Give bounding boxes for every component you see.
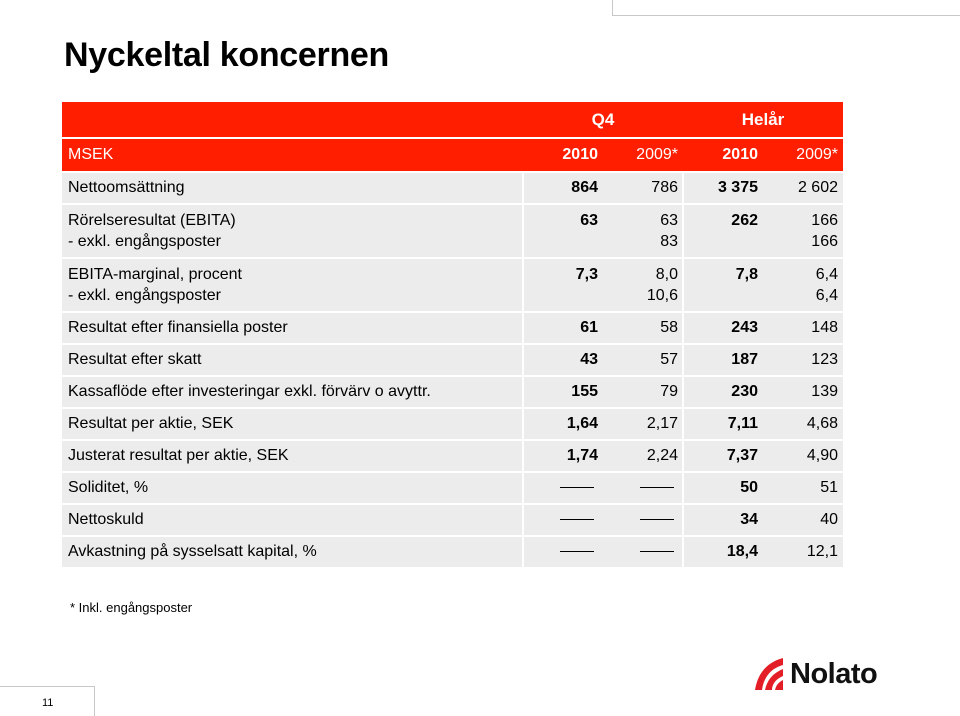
table-row	[62, 205, 843, 257]
row-label-line: EBITA-marginal, procent	[68, 266, 242, 283]
column-separator	[522, 313, 524, 343]
column-separator	[522, 173, 524, 203]
column-separator	[522, 259, 524, 311]
value-cell	[683, 537, 763, 567]
value-cell	[763, 313, 843, 343]
value-line: 63	[660, 212, 678, 229]
value-cell	[603, 205, 683, 257]
row-label	[62, 537, 523, 567]
row-label-line: Justerat resultat per aktie, SEK	[68, 447, 289, 464]
value-cell	[683, 345, 763, 375]
value-cell	[603, 473, 683, 503]
year-q4-2010: 2010	[562, 146, 598, 163]
row-label	[62, 205, 523, 257]
value-cell	[683, 173, 763, 203]
value-cell	[763, 259, 843, 311]
value-line: 2,24	[646, 447, 678, 464]
column-separator	[682, 441, 684, 471]
value-line: 61	[580, 319, 598, 336]
value-line: 8,0	[655, 266, 678, 283]
value-cell	[683, 313, 763, 343]
value-cell	[763, 505, 843, 535]
row-label-line: Nettoomsättning	[68, 179, 185, 196]
value-line: 7,3	[575, 266, 598, 283]
value-line: 123	[811, 351, 838, 368]
table-row	[62, 259, 843, 311]
row-label	[62, 441, 523, 471]
value-cell	[523, 537, 603, 567]
row-label	[62, 473, 523, 503]
value-line: 864	[571, 179, 598, 196]
value-cell	[763, 441, 843, 471]
value-line: 2,17	[646, 415, 678, 432]
row-label	[62, 173, 523, 203]
value-cell	[763, 473, 843, 503]
value-cell	[763, 409, 843, 439]
value-cell	[523, 313, 603, 343]
value-line: 1,64	[566, 415, 598, 432]
unit-label: MSEK	[68, 146, 114, 163]
value-line: 3 375	[717, 179, 758, 196]
value-cell	[603, 259, 683, 311]
value-line: 148	[811, 319, 838, 336]
column-separator	[522, 473, 524, 503]
table-row	[62, 173, 843, 203]
table-group-header	[62, 102, 843, 137]
value-cell	[763, 173, 843, 203]
column-separator	[682, 205, 684, 257]
group-full-year: Helår	[741, 109, 785, 129]
value-line: 6,4	[815, 266, 838, 283]
value-line: 1,74	[566, 447, 598, 464]
dash-mark	[560, 519, 594, 520]
top-right-frame	[612, 0, 960, 16]
value-cell	[523, 377, 603, 407]
column-separator	[522, 345, 524, 375]
value-cell	[523, 409, 603, 439]
dash-mark	[640, 551, 674, 552]
column-separator	[522, 377, 524, 407]
row-label-line: Kassaflöde efter investeringar exkl. förvärv o avyttr.	[68, 383, 431, 400]
value-cell	[523, 441, 603, 471]
year-fy-2009: 2009*	[796, 146, 838, 163]
value-line: 6,4	[815, 287, 838, 304]
column-separator	[682, 473, 684, 503]
value-line: 155	[571, 383, 598, 400]
year-fy-2010: 2010	[722, 146, 758, 163]
value-line: 10,6	[646, 287, 678, 304]
not-applicable-dash	[603, 505, 678, 535]
row-label-line: - exkl. engångsposter	[68, 233, 221, 250]
not-applicable-dash	[603, 473, 678, 503]
nolato-mark-icon	[752, 656, 786, 692]
not-applicable-dash	[523, 505, 598, 535]
value-line: 83	[660, 233, 678, 250]
column-separator	[682, 313, 684, 343]
table-year-header	[62, 139, 843, 171]
value-cell	[523, 505, 603, 535]
column-separator	[682, 537, 684, 567]
value-line: 139	[811, 383, 838, 400]
value-cell	[523, 259, 603, 311]
page-number-box	[0, 686, 95, 716]
value-cell	[603, 537, 683, 567]
footnote: * Inkl. engångsposter	[70, 600, 193, 615]
table-row	[62, 473, 843, 503]
value-line: 166	[811, 212, 838, 229]
table-row	[62, 537, 843, 567]
value-line: 7,11	[727, 415, 758, 432]
value-line: 243	[731, 319, 758, 336]
value-line: 7,8	[735, 266, 758, 283]
value-line: 34	[740, 511, 758, 528]
value-cell	[683, 441, 763, 471]
value-line: 58	[660, 319, 678, 336]
value-line: 40	[820, 511, 838, 528]
row-label-line: Resultat efter skatt	[68, 351, 202, 368]
table-row	[62, 345, 843, 375]
value-cell	[603, 173, 683, 203]
value-line: 63	[580, 212, 598, 229]
dash-mark	[640, 519, 674, 520]
table-row	[62, 377, 843, 407]
value-cell	[603, 441, 683, 471]
row-label-line: Avkastning på sysselsatt kapital, %	[68, 543, 317, 560]
table-row	[62, 313, 843, 343]
value-line: 18,4	[726, 543, 758, 560]
dash-mark	[560, 487, 594, 488]
value-cell	[523, 205, 603, 257]
value-cell	[683, 205, 763, 257]
value-cell	[683, 505, 763, 535]
value-line: 262	[731, 212, 758, 229]
value-cell	[603, 345, 683, 375]
column-separator	[682, 377, 684, 407]
page-number: 11	[42, 697, 54, 709]
value-line: 230	[731, 383, 758, 400]
value-line: 12,1	[806, 543, 838, 560]
value-line: 7,37	[726, 447, 758, 464]
row-label-line: Resultat per aktie, SEK	[68, 415, 234, 432]
row-label-line: Nettoskuld	[68, 511, 144, 528]
column-separator	[682, 505, 684, 535]
value-line: 4,68	[806, 415, 838, 432]
value-cell	[603, 377, 683, 407]
page-title: Nyckeltal koncernen	[64, 36, 390, 74]
not-applicable-dash	[603, 537, 678, 567]
column-separator	[522, 505, 524, 535]
row-label-line: Soliditet, %	[68, 479, 149, 496]
row-label	[62, 377, 523, 407]
value-line: 51	[820, 479, 838, 496]
value-cell	[683, 377, 763, 407]
value-line: 2 602	[797, 179, 838, 196]
value-line: 166	[811, 233, 838, 250]
table-row	[62, 441, 843, 471]
value-cell	[523, 473, 603, 503]
value-line: 79	[660, 383, 678, 400]
value-cell	[523, 345, 603, 375]
group-q4: Q4	[591, 109, 615, 129]
value-cell	[763, 345, 843, 375]
year-q4-2009: 2009*	[636, 146, 678, 163]
column-separator	[682, 409, 684, 439]
logo-wordmark: Nolato	[790, 657, 878, 690]
value-line: 187	[731, 351, 758, 368]
column-separator	[522, 205, 524, 257]
value-cell	[603, 313, 683, 343]
value-line: 4,90	[806, 447, 838, 464]
column-separator	[682, 259, 684, 311]
nolato-logo	[752, 654, 912, 694]
value-line: 786	[651, 179, 678, 196]
value-cell	[523, 173, 603, 203]
value-cell	[683, 259, 763, 311]
row-label-line: Rörelseresultat (EBITA)	[68, 212, 236, 229]
value-cell	[763, 537, 843, 567]
dash-mark	[560, 551, 594, 552]
row-label-line: Resultat efter finansiella poster	[68, 319, 288, 336]
value-cell	[763, 205, 843, 257]
column-separator	[522, 441, 524, 471]
row-label	[62, 259, 523, 311]
value-cell	[683, 473, 763, 503]
value-cell	[603, 409, 683, 439]
value-cell	[763, 377, 843, 407]
value-line: 57	[660, 351, 678, 368]
row-label	[62, 409, 523, 439]
column-separator	[682, 345, 684, 375]
value-line: 43	[580, 351, 598, 368]
row-label	[62, 313, 523, 343]
column-separator	[522, 409, 524, 439]
value-cell	[603, 505, 683, 535]
table-row	[62, 505, 843, 535]
not-applicable-dash	[523, 473, 598, 503]
row-label	[62, 345, 523, 375]
table-row	[62, 409, 843, 439]
row-label-line: - exkl. engångsposter	[68, 287, 221, 304]
key-figures-table	[62, 102, 843, 567]
value-line: 50	[740, 479, 758, 496]
row-label	[62, 505, 523, 535]
column-separator	[682, 173, 684, 203]
dash-mark	[640, 487, 674, 488]
not-applicable-dash	[523, 537, 598, 567]
column-separator	[522, 537, 524, 567]
value-cell	[683, 409, 763, 439]
